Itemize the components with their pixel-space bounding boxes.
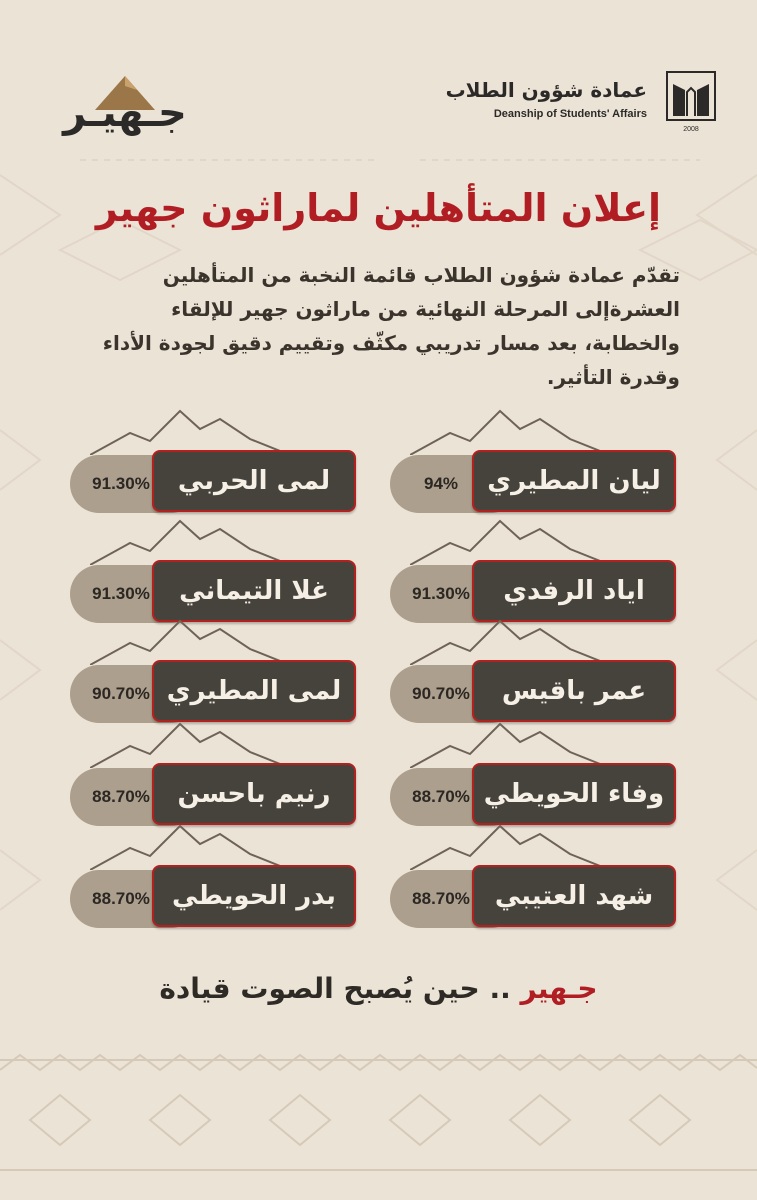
mountain-icon: [410, 820, 610, 870]
finalist-score: 91.30%: [92, 584, 150, 603]
finalist-score: 90.70%: [92, 684, 150, 703]
university-emblem-icon: [665, 70, 717, 134]
finalist-name: بدر الحويطي: [152, 865, 356, 927]
mountain-icon: [90, 820, 290, 870]
finalist-name: اياد الرفدي: [472, 560, 676, 622]
finalist-card: [390, 615, 690, 725]
finalist-card: [70, 615, 370, 725]
tagline-brand: جـهير: [520, 972, 598, 1005]
mountain-icon: [90, 405, 290, 455]
finalist-name: عمر باقيس: [472, 660, 676, 722]
mountain-icon: [410, 405, 610, 455]
mountain-icon: [90, 615, 290, 665]
jaheer-logo: [55, 72, 195, 136]
emblem-year: 2008: [683, 126, 699, 133]
page-title: إعلان المتأهلين لماراثون جهير: [95, 186, 662, 230]
finalist-name: شهد العتيبي: [472, 865, 676, 927]
finalist-score: 94%: [423, 474, 459, 493]
finalist-name: رنيم باحسن: [152, 763, 356, 825]
finalist-score: 88.70%: [412, 787, 470, 806]
finalist-score: 91.30%: [92, 474, 150, 493]
jaheer-logo-text: جـهيـر: [63, 90, 187, 136]
intro-paragraph: تقدّم عمادة شؤون الطلاب قائمة النخبة من المتأهلين العشرةإلى المرحلة النهائية من ماراثون جهير للإلقاء والخطابة، بعد مسار تدريبي مكثّف وتقييم دقيق لجودة الأداء وقدرة التأثير.: [102, 263, 680, 389]
deanship-name-english: Deanship of Students' Affairs: [493, 108, 647, 120]
finalist-name: لمى المطيري: [152, 660, 356, 722]
tagline-text: .. حين يُصبح الصوت قيادة: [159, 972, 521, 1005]
finalist-score: 91.30%: [412, 584, 470, 603]
finalist-card: [70, 405, 370, 515]
finalist-score: 88.70%: [412, 889, 470, 908]
mountain-icon: [410, 515, 610, 565]
finalist-card: [390, 718, 690, 828]
mountain-icon: [90, 515, 290, 565]
finalist-card: [390, 515, 690, 625]
finalist-card: [390, 820, 690, 930]
tagline: [0, 972, 757, 1005]
finalist-name: وفاء الحويطي: [472, 763, 676, 825]
finalist-score: 88.70%: [92, 889, 150, 908]
deanship-name-arabic: عمادة شؤون الطلاب: [445, 78, 647, 102]
finalist-name: ليان المطيري: [472, 450, 676, 512]
mountain-icon: [410, 615, 610, 665]
finalist-card: [70, 718, 370, 828]
finalist-name: لمى الحربي: [152, 450, 356, 512]
finalist-score: 90.70%: [412, 684, 470, 703]
mountain-icon: [410, 718, 610, 768]
finalist-score: 88.70%: [92, 787, 150, 806]
deanship-logo: [397, 70, 717, 135]
finalist-card: [70, 820, 370, 930]
bottom-pattern-band: [0, 1040, 757, 1200]
finalist-card: [390, 405, 690, 515]
finalist-name: غلا التيماني: [152, 560, 356, 622]
finalist-card: [70, 515, 370, 625]
mountain-icon: [90, 718, 290, 768]
